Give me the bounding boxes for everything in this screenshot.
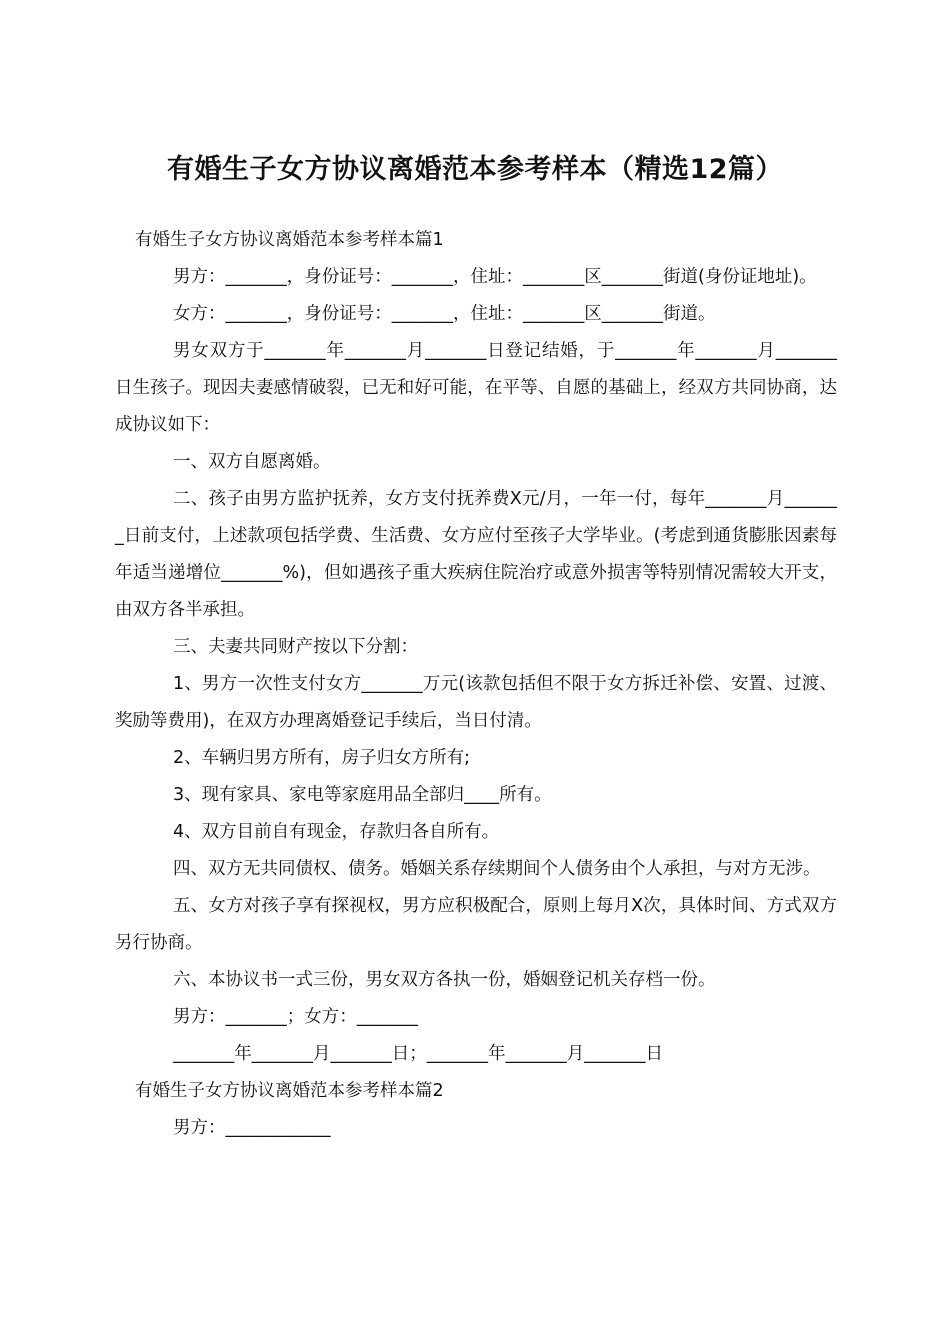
paragraph-preamble: 男女双方于_______年_______月_______日登记结婚，于_______年_______月_______日生孩子。现因夫妻感情破裂，已无和好可能，在平等、自愿的基础上，经双方共同协商，达成协议如下： (115, 341, 837, 435)
document-body (115, 222, 837, 1147)
paragraph-male-party: 男方：____________ (173, 1118, 331, 1138)
clause-3-item-4: 4、双方目前自有现金，存款归各自所有。 (173, 822, 500, 842)
clause-3-item-1: 1、男方一次性支付女方_______万元(该款包括但不限于女方拆迁补偿、安置、过渡、奖励等费用)，在双方办理离婚登记手续后，当日付清。 (115, 674, 837, 731)
signature-line: 男方：_______；女方：_______ (173, 1007, 418, 1027)
clause-5: 五、女方对孩子享有探视权，男方应积极配合，原则上每月X次，具体时间、方式双方另行协商。 (115, 896, 837, 953)
document-title: 有婚生子女方协议离婚范本参考样本（精选12篇） (166, 154, 784, 186)
clause-3-item-3: 3、现有家具、家电等家庭用品全部归____所有。 (173, 785, 552, 805)
section-heading: 有婚生子女方协议离婚范本参考样本篇2 (135, 1081, 444, 1101)
clause-2: 二、孩子由男方监护抚养，女方支付抚养费X元/月，一年一付，每年_______月_______日前支付，上述款项包括学费、生活费、女方应付至孩子大学毕业。(考虑到通货膨胀因素每年适当递增位_______%)，但如遇孩子重大疾病住院治疗或意外损害等特别情况需较大开支，由双方各半承担。 (115, 489, 837, 620)
clause-6: 六、本协议书一式三份，男女双方各执一份，婚姻登记机关存档一份。 (173, 970, 716, 990)
date-line: _______年_______月_______日；_______年_______月_______日 (173, 1044, 663, 1064)
paragraph-male-party: 男方：_______，身份证号：_______，住址：_______区_______街道(身份证地址)。 (173, 267, 817, 287)
clause-3: 三、夫妻共同财产按以下分割： (173, 637, 418, 657)
clause-4: 四、双方无共同债权、债务。婚姻关系存续期间个人债务由个人承担，与对方无涉。 (173, 859, 821, 879)
clause-1: 一、双方自愿离婚。 (173, 452, 331, 472)
section-heading: 有婚生子女方协议离婚范本参考样本篇1 (135, 230, 444, 250)
clause-3-item-2: 2、车辆归男方所有，房子归女方所有; (173, 748, 471, 768)
paragraph-female-party: 女方：_______，身份证号：_______，住址：_______区_______街道。 (173, 304, 716, 324)
